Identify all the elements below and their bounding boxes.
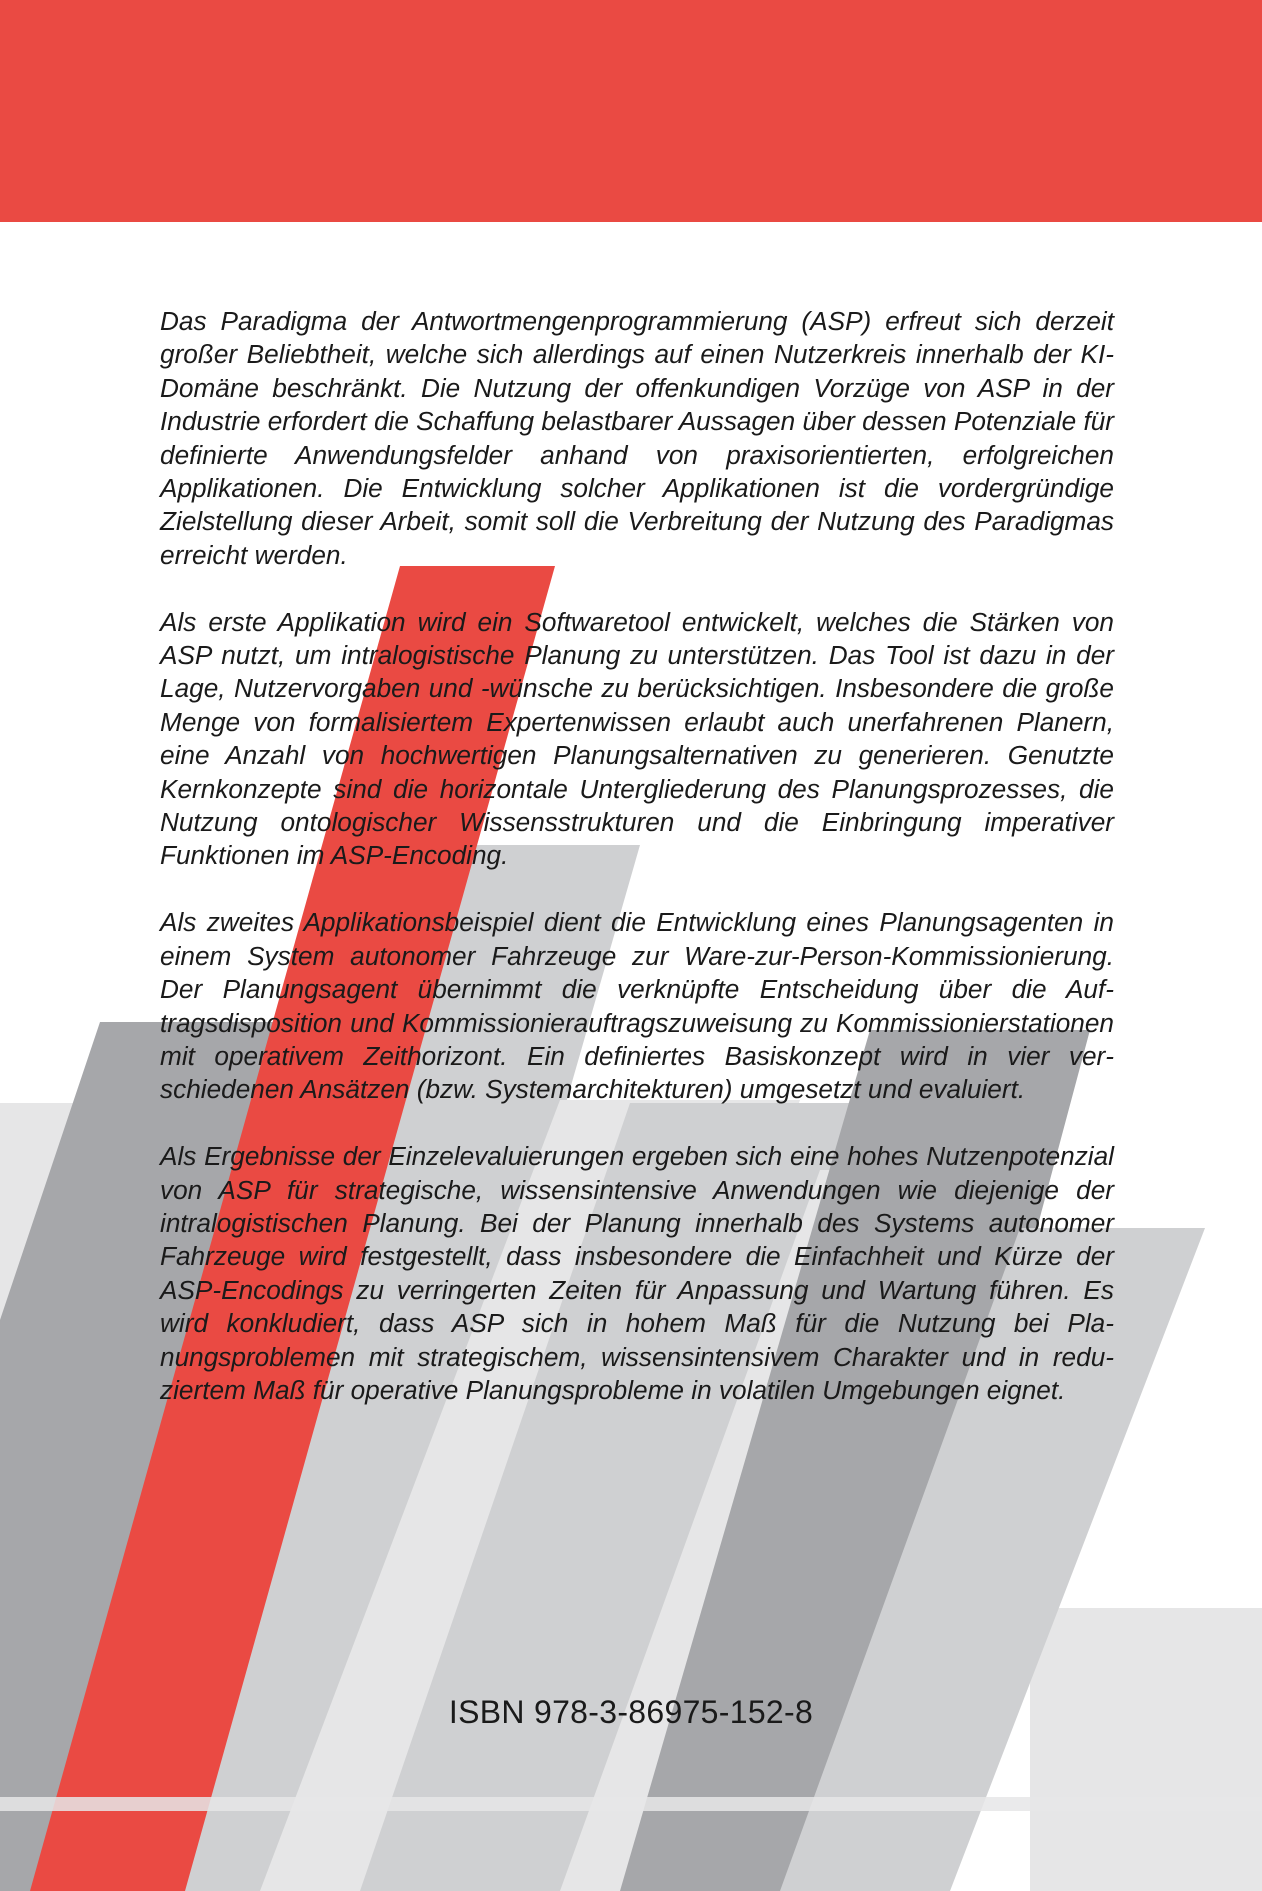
- light-gray-bottom-band: [1030, 1608, 1262, 1891]
- bottom-light-band: [0, 1797, 1262, 1811]
- blurb-paragraph-3: Als zweites Applikationsbeispiel dient die Entwicklung eines Planungsagenten in einem System autonomer Fahrzeuge zur Ware-zur-Person-Kommissionierung. Der Planungsagent übernimmt die verknüpfte Entscheidung über die Auftragsdisposition und Kommissionierauftragszuweisung zu Kommissionierstationen mit operativem Zeithorizont. Ein definiertes Basiskonzept wird in vier verschiedenen Ansätzen (bzw. Systemarchitekturen) umgesetzt und evaluiert.: [160, 907, 1114, 1105]
- isbn-label: ISBN 978-3-86975-152-8: [448, 1694, 814, 1730]
- cover-blurb: [160, 305, 1114, 1441]
- blurb-paragraph-1: Das Paradigma der Antwortmengenprogrammierung (ASP) erfreut sich derzeit großer Beliebtheit, welche sich allerdings auf einen Nutzerkreis innerhalb der KI-Domäne beschränkt. Die Nutzung der offenkundigen Vorzüge von ASP in der Industrie erfordert die Schaffung belastbarer Aussagen über dessen Potenziale für definierte Anwendungsfelder anhand von praxisorientierten, erfolgreichen Applikationen. Die Entwicklung solcher Applikationen ist die vordergründige Zielstellung dieser Arbeit, somit soll die Verbreitung der Nutzung des Paradigmas erreicht werden.: [160, 306, 1115, 570]
- blurb-paragraph-4: Als Ergebnisse der Einzelevaluierungen ergeben sich eine hohes Nutzenpotenzial von ASP für strategische, wissensintensive Anwendungen wie diejenige der intralogistischen Planung. Bei der Planung innerhalb des Systems autonomer Fahrzeuge wird festgestellt, dass insbesondere die Einfachheit und Kürze der ASP-Encodings zu verringerten Zeiten für Anpassung und Wartung führen. Es wird konkludiert, dass ASP sich in hohem Maß für die Nutzung bei Planungsproblemen mit strategischem, wissensintensivem Charakter und in reduziertem Maß für operative Planungsprobleme in volatilen Umgebungen eignet.: [160, 1141, 1114, 1405]
- blurb-paragraph-2: Als erste Applikation wird ein Softwaretool entwickelt, welches die Stärken von ASP nutzt, um intralogistische Planung zu unterstützen. Das Tool ist dazu in der Lage, Nutzervorgaben und -wünsche zu berücksichtigen. Insbesondere die große Menge von formalisiertem Expertenwissen erlaubt auch unerfahrenen Planern, eine Anzahl von hochwertigen Planungsalternativen zu generieren. Genutzte Kernkonzepte sind die horizontale Untergliederung des Planungsprozesses, die Nutzung ontologischer Wissensstrukturen und die Einbringung imperativer Funktionen im ASP-Encoding.: [160, 606, 1114, 871]
